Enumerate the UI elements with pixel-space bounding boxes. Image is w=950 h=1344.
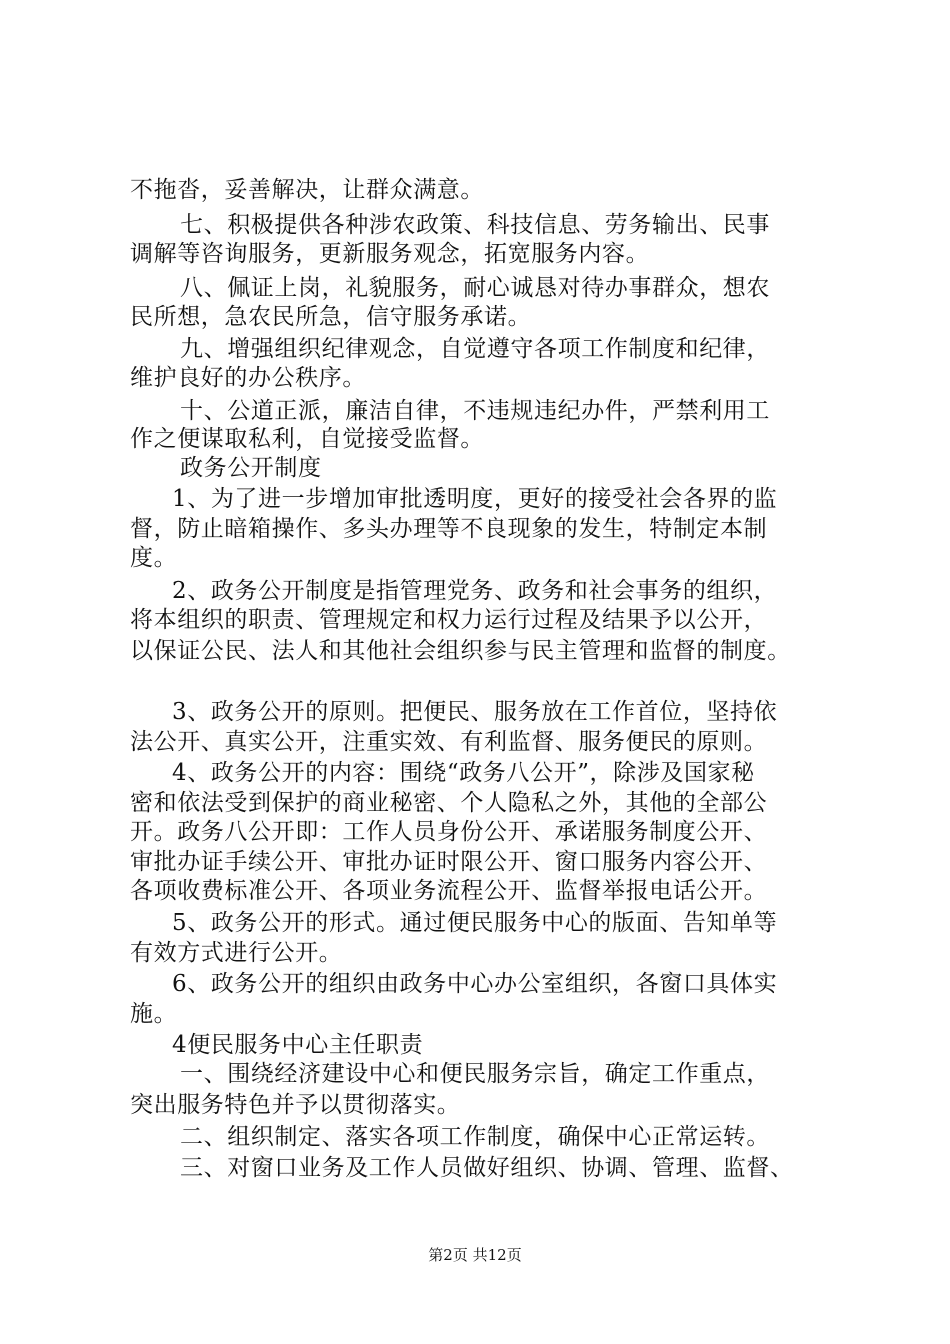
text-line: 1、为了进一步增加审批透明度，更好的接受社会各界的监 bbox=[172, 486, 778, 512]
text-line: 以保证公民、法人和其他社会组织参与民主管理和监督的制度。 bbox=[130, 638, 791, 664]
text-line: 5、政务公开的形式。通过便民服务中心的版面、告知单等 bbox=[172, 910, 778, 936]
text-line: 二、组织制定、落实各项工作制度，确保中心正常运转。 bbox=[180, 1124, 770, 1150]
text-line: 度。 bbox=[130, 545, 178, 571]
text-line: 十、公道正派，廉洁自律，不违规违纪办件，严禁利用工 bbox=[180, 398, 770, 424]
section-heading: 4便民服务中心主任职责 bbox=[172, 1032, 424, 1058]
section-heading: 政务公开制度 bbox=[180, 455, 322, 481]
text-line: 调解等咨询服务，更新服务观念，拓宽服务内容。 bbox=[130, 241, 650, 267]
text-line: 突出服务特色并予以贯彻落实。 bbox=[130, 1092, 461, 1118]
text-line: 一、围绕经济建设中心和便民服务宗旨，确定工作重点， bbox=[180, 1061, 770, 1087]
text-line: 八、佩证上岗，礼貌服务，耐心诚恳对待办事群众，想农 bbox=[180, 275, 770, 301]
text-line: 作之便谋取私利，自觉接受监督。 bbox=[130, 426, 484, 452]
text-line: 4、政务公开的内容：围绕“政务八公开”，除涉及国家秘 bbox=[172, 760, 755, 786]
text-line: 不拖沓，妥善解决，让群众满意。 bbox=[130, 177, 484, 203]
text-line: 施。 bbox=[130, 1001, 178, 1027]
text-line: 3、政务公开的原则。把便民、服务放在工作首位，坚持依 bbox=[172, 699, 778, 725]
text-line: 督，防止暗箱操作、多头办理等不良现象的发生，特制定本制 bbox=[130, 516, 768, 542]
text-line: 审批办证手续公开、审批办证时限公开、窗口服务内容公开、 bbox=[130, 849, 768, 875]
text-line: 密和依法受到保护的商业秘密、个人隐私之外，其他的全部公 bbox=[130, 790, 768, 816]
text-line: 三、对窗口业务及工作人员做好组织、协调、管理、监督、 bbox=[180, 1155, 794, 1181]
text-line: 法公开、真实公开，注重实效、有利监督、服务便民的原则。 bbox=[130, 729, 768, 755]
text-line: 民所想，急农民所急，信守服务承诺。 bbox=[130, 304, 532, 330]
text-line: 开。政务八公开即：工作人员身份公开、承诺服务制度公开、 bbox=[130, 819, 768, 845]
text-line: 6、政务公开的组织由政务中心办公室组织，各窗口具体实 bbox=[172, 971, 778, 997]
text-line: 2、政务公开制度是指管理党务、政务和社会事务的组织， bbox=[172, 578, 778, 604]
text-line: 有效方式进行公开。 bbox=[130, 940, 343, 966]
page-number-footer: 第2页 共12页 bbox=[428, 1246, 522, 1264]
text-line: 将本组织的职责、管理规定和权力运行过程及结果予以公开， bbox=[130, 607, 768, 633]
text-line: 七、积极提供各种涉农政策、科技信息、劳务输出、民事 bbox=[180, 212, 770, 238]
text-line: 维护良好的办公秩序。 bbox=[130, 365, 366, 391]
text-line: 各项收费标准公开、各项业务流程公开、监督举报电话公开。 bbox=[130, 878, 768, 904]
text-line: 九、增强组织纪律观念，自觉遵守各项工作制度和纪律， bbox=[180, 336, 770, 362]
